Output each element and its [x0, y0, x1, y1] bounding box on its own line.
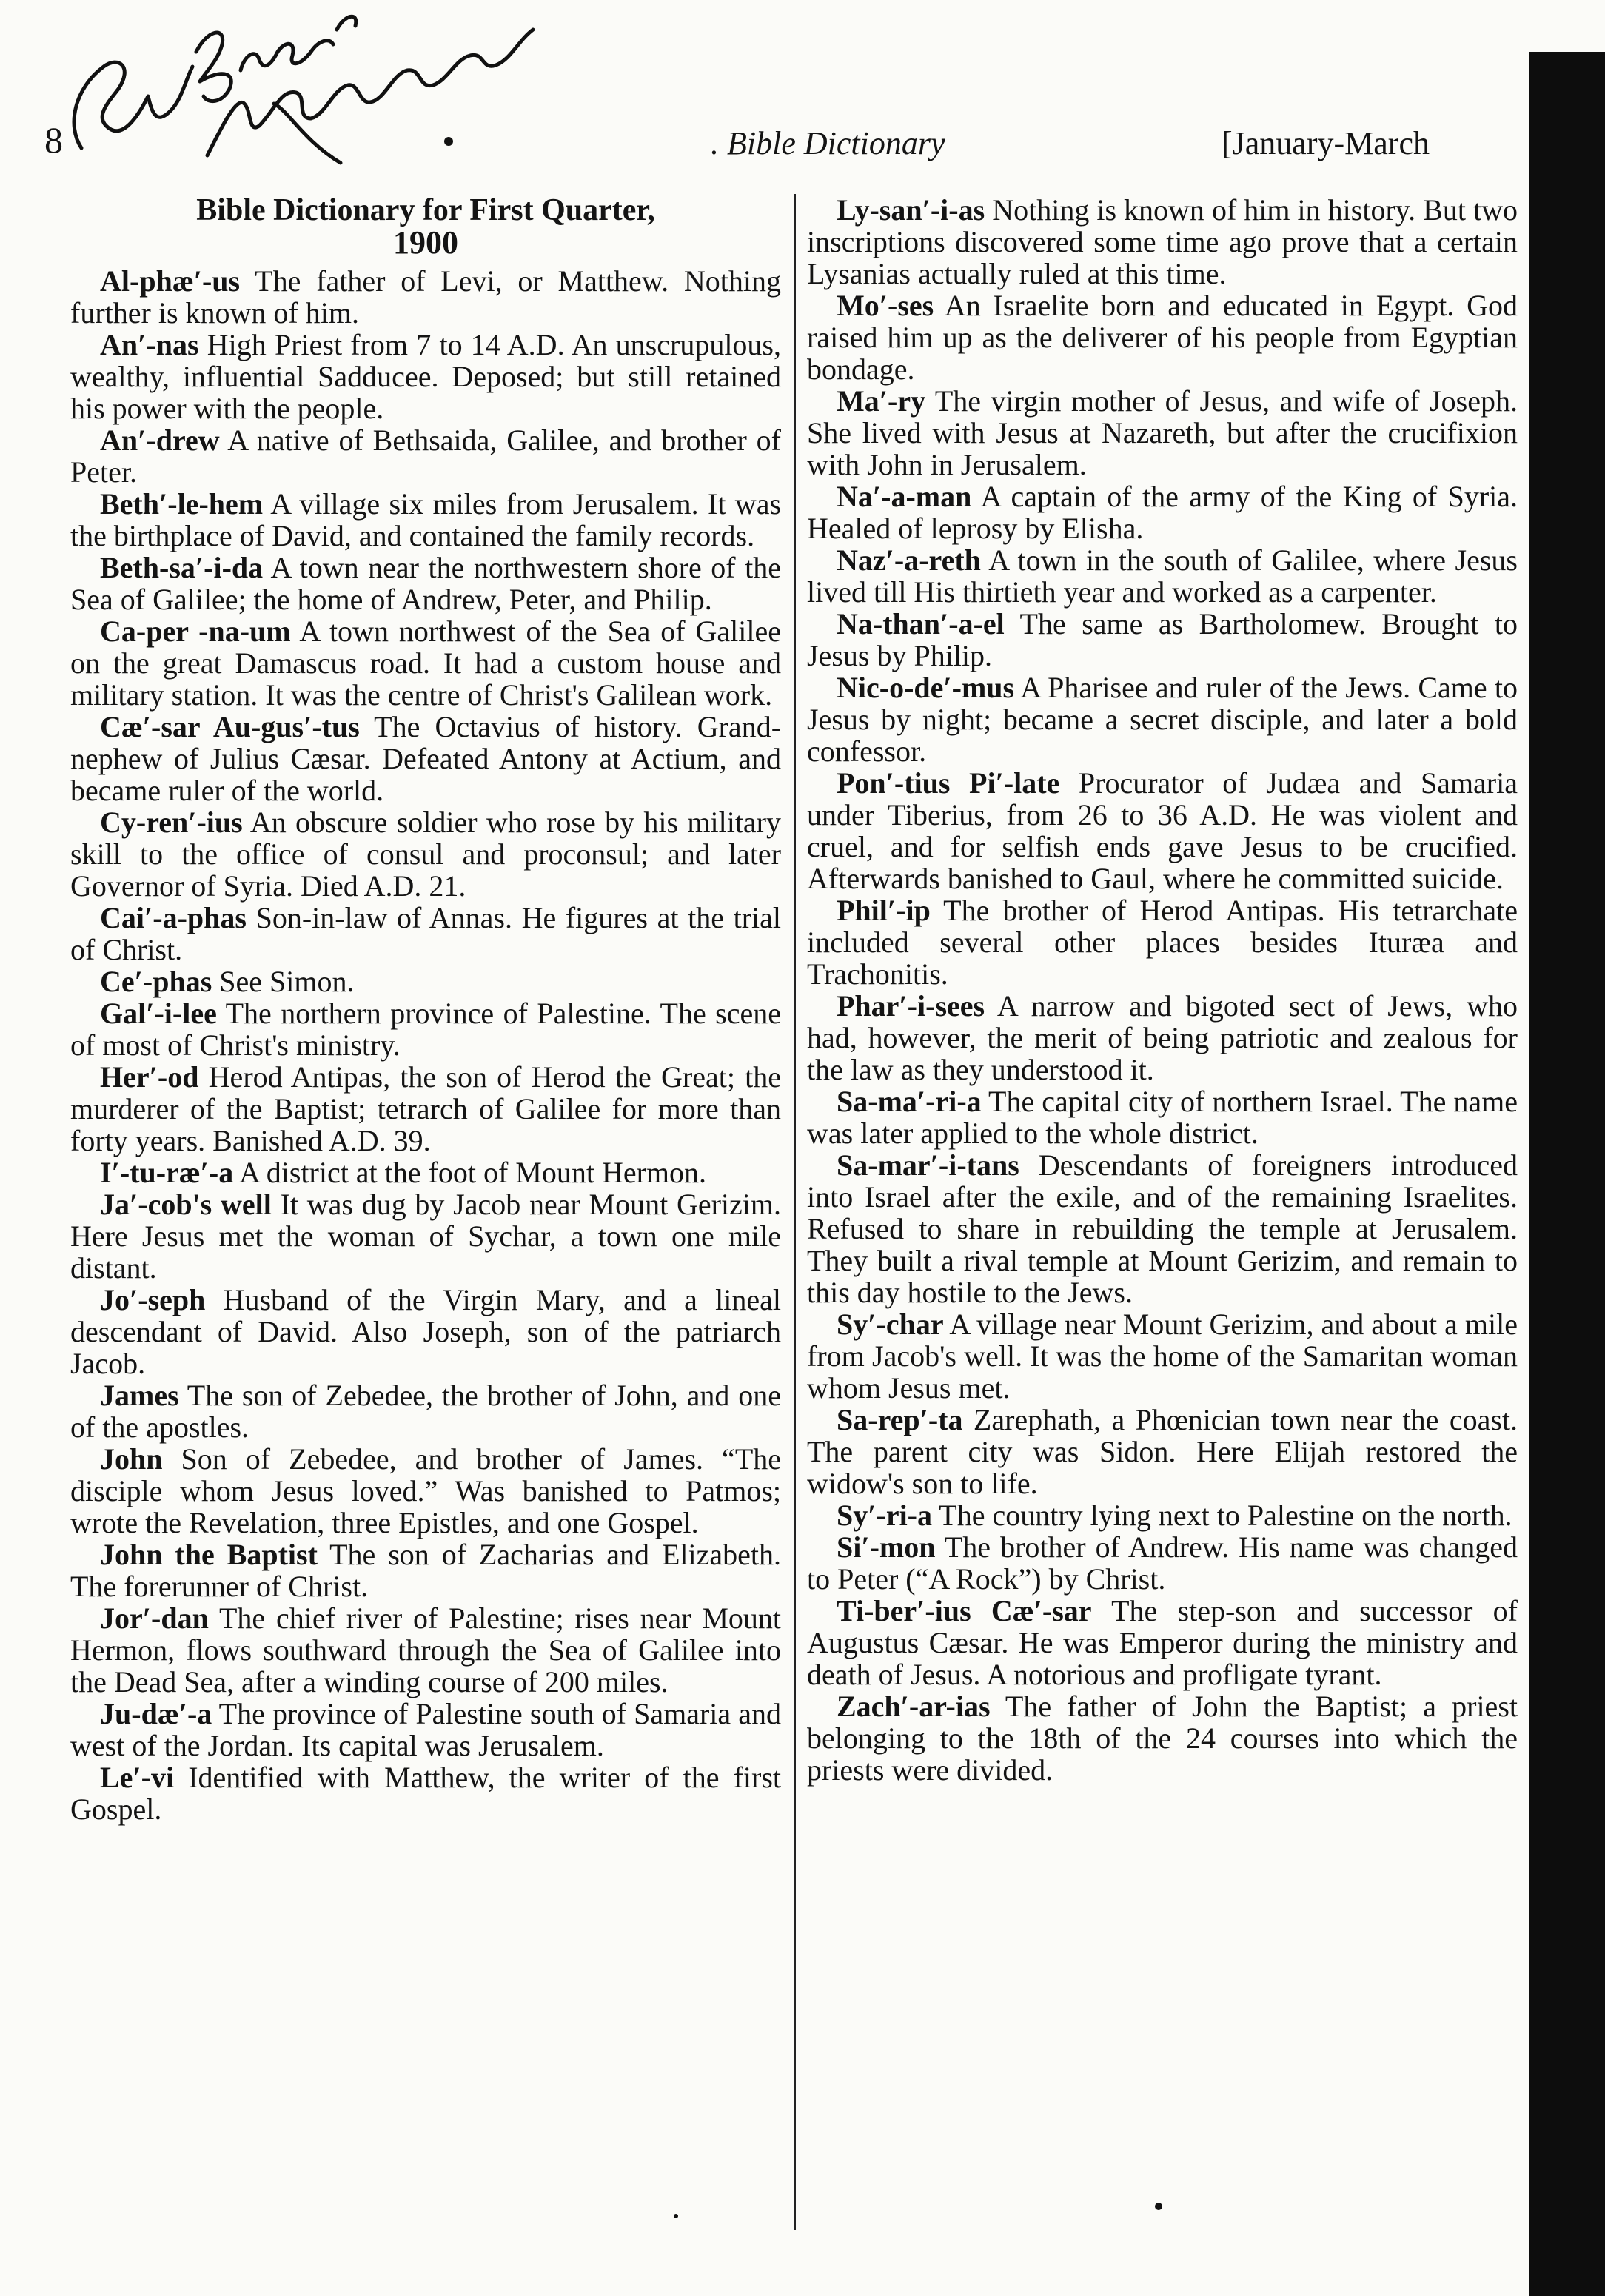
dictionary-entry: [70, 1698, 781, 1761]
entry-definition: The brother of Herod Antipas. His tetrarchate included several other places besides Ituræa and Trachonitis.: [807, 894, 1518, 991]
entry-headword: Gal′-i-lee: [100, 997, 217, 1030]
dictionary-entry: [70, 1284, 781, 1379]
entry-headword: Si′-mon: [837, 1530, 936, 1564]
dictionary-entry: [807, 1149, 1518, 1308]
entry-definition: Descendants of foreigners introduced into Israel after the exile, and of the remaining Israelites. Refused to share in rebuilding the temple at Jerusalem. They built a rival temple at Mount Gerizim, and remain to this day hostile to the Jews.: [807, 1148, 1518, 1309]
dictionary-entry: [70, 424, 781, 488]
entry-headword: Phar′-i-sees: [837, 989, 985, 1023]
entry-headword: Ce′-phas: [100, 965, 212, 998]
entry-definition: Zarephath, a Phœnician town near the coast. The parent city was Sidon. Here Elijah restored the widow's son to life.: [807, 1403, 1518, 1500]
dictionary-entry: [70, 997, 781, 1061]
entry-headword: Sa-mar′-i-tans: [837, 1148, 1019, 1182]
entry-definition: The chief river of Palestine; rises near Mount Hermon, flows southward through the Sea of Galilee into the Dead Sea, after a winding course of 200 miles.: [70, 1601, 782, 1698]
dictionary-entry: [807, 1499, 1518, 1531]
ink-speck: [444, 137, 453, 146]
dictionary-entry: [70, 552, 781, 615]
dictionary-entry: [807, 1595, 1518, 1690]
entry-definition: Procurator of Judæa and Samaria under Tiberius, from 26 to 36 A.D. He was violent and cruel, and for selfish ends gave Jesus to be crucified. Afterwards banished to Gaul, where he committed suicide.: [807, 766, 1518, 895]
entry-definition: A native of Bethsaida, Galilee, and brother of Peter.: [70, 424, 781, 489]
dictionary-entry: [807, 544, 1518, 608]
entry-definition: The province of Palestine south of Samaria and west of the Jordan. Its capital was Jerusalem.: [70, 1697, 781, 1762]
dictionary-entry: [70, 265, 781, 329]
entry-headword: Sa-ma′-ri-a: [837, 1085, 982, 1118]
dictionary-entry: [70, 1188, 781, 1284]
entry-headword: Cæ′-sar Au-gus′-tus: [100, 710, 360, 743]
dictionary-entry: [70, 1157, 781, 1188]
dictionary-entry: [807, 608, 1518, 672]
dictionary-entry: [807, 289, 1518, 385]
entry-definition: A narrow and bigoted sect of Jews, who had, however, the merit of being patriotic and zealous for the law as they understood it.: [807, 989, 1518, 1086]
entry-definition: The virgin mother of Jesus, and wife of Joseph. She lived with Jesus at Nazareth, but after the crucifixion with John in Jerusalem.: [807, 384, 1518, 481]
dictionary-entry: [807, 990, 1518, 1085]
entry-headword: Na′-a-man: [837, 480, 972, 513]
title-line: Bible Dictionary for First Quarter,: [196, 193, 655, 227]
dictionary-entry: [70, 1443, 781, 1539]
entry-headword: Phil′-ip: [837, 894, 931, 927]
entry-headword: Naz′-a-reth: [837, 543, 981, 577]
dictionary-entry: [70, 1379, 781, 1443]
dictionary-entry: [70, 615, 781, 711]
entry-headword: Al-phæ′-us: [100, 264, 241, 298]
entry-headword: Sy′-ri-a: [837, 1499, 933, 1532]
entry-headword: An′-nas: [100, 328, 199, 361]
column-divider: [794, 194, 796, 2230]
entry-definition: The capital city of northern Israel. The name was later applied to the whole district.: [807, 1085, 1518, 1150]
entry-definition: The Octavius of history. Grand-nephew of Julius Cæsar. Defeated Antony at Actium, and became ruler of the world.: [70, 710, 782, 807]
entry-headword: An′-drew: [100, 424, 220, 457]
entry-definition: A village six miles from Jerusalem. It was the birthplace of David, and contained the family records.: [70, 487, 782, 552]
entry-definition: The father of Levi, or Matthew. Nothing further is known of him.: [70, 264, 782, 329]
right-column: [807, 194, 1518, 1786]
dictionary-entry: [807, 1404, 1518, 1499]
entry-headword: Beth-sa′-i-da: [100, 551, 264, 584]
dictionary-entry: [70, 1539, 781, 1602]
ink-speck: [674, 2214, 678, 2218]
entry-definition: A town in the south of Galilee, where Jesus lived till His thirtieth year and worked as a carpenter.: [807, 543, 1518, 609]
entry-definition: Nothing is known of him in history. But two inscriptions discovered some time ago prove that a certain Lysanias actually ruled at this time.: [807, 193, 1518, 290]
title-year: 1900: [393, 224, 458, 261]
entry-headword: Ca-per -na-um: [100, 615, 291, 648]
entry-definition: Son of Zebedee, and brother of James. “The disciple whom Jesus loved.” Was banished to Patmos; wrote the Revelation, three Epistles, and one Gospel.: [70, 1442, 782, 1539]
left-column: [70, 194, 781, 1825]
section-label: [January-March: [1222, 125, 1430, 161]
entry-definition: Husband of the Virgin Mary, and a lineal descendant of David. Also Joseph, son of the patriarch Jacob.: [70, 1283, 781, 1380]
entry-headword: Ti-ber′-ius Cæ′-sar: [837, 1594, 1092, 1627]
dictionary-entry: [70, 711, 781, 806]
entry-headword: Na-than′-a-el: [837, 607, 1005, 640]
entry-headword: Nic-o-de′-mus: [837, 671, 1015, 704]
dictionary-entry: [70, 902, 781, 965]
dictionary-entry: [807, 385, 1518, 481]
entry-definition: A Pharisee and ruler of the Jews. Came to Jesus by night; became a secret disciple, and later a bold confessor.: [807, 671, 1518, 768]
right-entry-list: [807, 194, 1518, 1786]
dictionary-entry: [807, 1085, 1518, 1149]
entry-definition: High Priest from 7 to 14 A.D. An unscrupulous, wealthy, influential Sadducee. Deposed; but still retained his power with the people.: [70, 328, 782, 425]
left-entry-list: [70, 265, 781, 1825]
entry-headword: John the Baptist: [100, 1538, 318, 1571]
dictionary-entry: [807, 1531, 1518, 1595]
dictionary-entry: [807, 194, 1518, 289]
dictionary-entry: [70, 806, 781, 902]
dictionary-entry: [807, 1690, 1518, 1786]
entry-headword: Sy′-char: [837, 1308, 944, 1341]
entry-definition: Herod Antipas, the son of Herod the Great; the murderer of the Baptist; tetrarch of Galilee for more than forty years. Banished A.D. 39.: [70, 1060, 782, 1157]
article-title: [70, 194, 781, 259]
entry-headword: Her′-od: [100, 1060, 199, 1094]
entry-definition: A town near the northwestern shore of the Sea of Galilee; the home of Andrew, Peter, and Philip.: [70, 551, 781, 616]
entry-definition: The son of Zacharias and Elizabeth. The forerunner of Christ.: [70, 1538, 782, 1603]
scan-edge-shadow: [1529, 52, 1605, 2296]
entry-headword: Ju-dæ′-a: [100, 1697, 212, 1730]
entry-headword: Cy-ren′-ius: [100, 806, 243, 839]
entry-definition: Son-in-law of Annas. He figures at the trial of Christ.: [70, 901, 782, 966]
dictionary-entry: [807, 672, 1518, 767]
entry-headword: Jor′-dan: [100, 1601, 209, 1635]
entry-headword: Pon′-tius Pi′-late: [837, 766, 1060, 800]
dictionary-entry: [807, 1308, 1518, 1404]
entry-definition: A town northwest of the Sea of Galilee on the great Damascus road. It had a custom house and military station. It was the centre of Christ's Galilean work.: [70, 615, 781, 712]
entry-definition: A village near Mount Gerizim, and about a mile from Jacob's well. It was the home of the Samaritan woman whom Jesus met.: [807, 1308, 1518, 1405]
entry-definition: The same as Bartholomew. Brought to Jesus by Philip.: [807, 607, 1518, 672]
dictionary-entry: [70, 1061, 781, 1157]
dictionary-entry: [807, 894, 1518, 990]
entry-definition: A captain of the army of the King of Syria. Healed of leprosy by Elisha.: [807, 480, 1518, 545]
entry-headword: Cai′-a-phas: [100, 901, 247, 934]
dictionary-entry: [70, 488, 781, 552]
entry-headword: Mo′-ses: [837, 289, 934, 322]
entry-headword: John: [100, 1442, 163, 1476]
entry-definition: The father of John the Baptist; a priest belonging to the 18th of the 24 courses into which the priests were divided.: [807, 1690, 1518, 1787]
entry-definition: Identified with Matthew, the writer of the first Gospel.: [70, 1761, 782, 1826]
running-title: . Bible Dictionary: [711, 125, 945, 161]
entry-headword: Jo′-seph: [100, 1283, 206, 1316]
entry-definition: The northern province of Palestine. The scene of most of Christ's ministry.: [70, 997, 781, 1062]
entry-headword: I′-tu-ræ′-a: [100, 1156, 234, 1189]
entry-headword: Sa-rep′-ta: [837, 1403, 963, 1436]
entry-definition: A district at the foot of Mount Hermon.: [239, 1156, 707, 1189]
entry-definition: The brother of Andrew. His name was changed to Peter (“A Rock”) by Christ.: [807, 1530, 1518, 1596]
entry-headword: Ma′-ry: [837, 384, 926, 418]
entry-definition: The son of Zebedee, the brother of John, and one of the apostles.: [70, 1379, 781, 1444]
entry-headword: Le′-vi: [100, 1761, 175, 1794]
page-header: [0, 111, 1605, 170]
dictionary-entry: [70, 1602, 781, 1698]
dictionary-entry: [70, 965, 781, 997]
entry-definition: An Israelite born and educated in Egypt. God raised him up as the deliverer of his people from Egyptian bondage.: [807, 289, 1518, 386]
page-number: 8: [44, 119, 63, 161]
dictionary-entry: [70, 1761, 781, 1825]
entry-headword: Ja′-cob's well: [100, 1188, 272, 1221]
dictionary-entry: [807, 767, 1518, 894]
ink-speck: [1155, 2203, 1162, 2210]
dictionary-entry: [70, 329, 781, 424]
entry-headword: Ly-san′-i-as: [837, 193, 985, 227]
entry-headword: Zach′-ar-ias: [837, 1690, 991, 1723]
entry-definition: See Simon.: [219, 965, 355, 998]
entry-definition: The country lying next to Palestine on the north.: [939, 1499, 1512, 1532]
dictionary-entry: [807, 481, 1518, 544]
entry-definition: It was dug by Jacob near Mount Gerizim. Here Jesus met the woman of Sychar, a town one mile distant.: [70, 1188, 781, 1285]
entry-definition: The step-son and successor of Augustus Cæsar. He was Emperor during the ministry and death of Jesus. A notorious and profligate tyrant.: [807, 1594, 1518, 1691]
entry-headword: James: [100, 1379, 179, 1412]
entry-headword: Beth′-le-hem: [100, 487, 264, 521]
entry-definition: An obscure soldier who rose by his military skill to the office of consul and proconsul; and later Governor of Syria. Died A.D. 21.: [70, 806, 781, 903]
